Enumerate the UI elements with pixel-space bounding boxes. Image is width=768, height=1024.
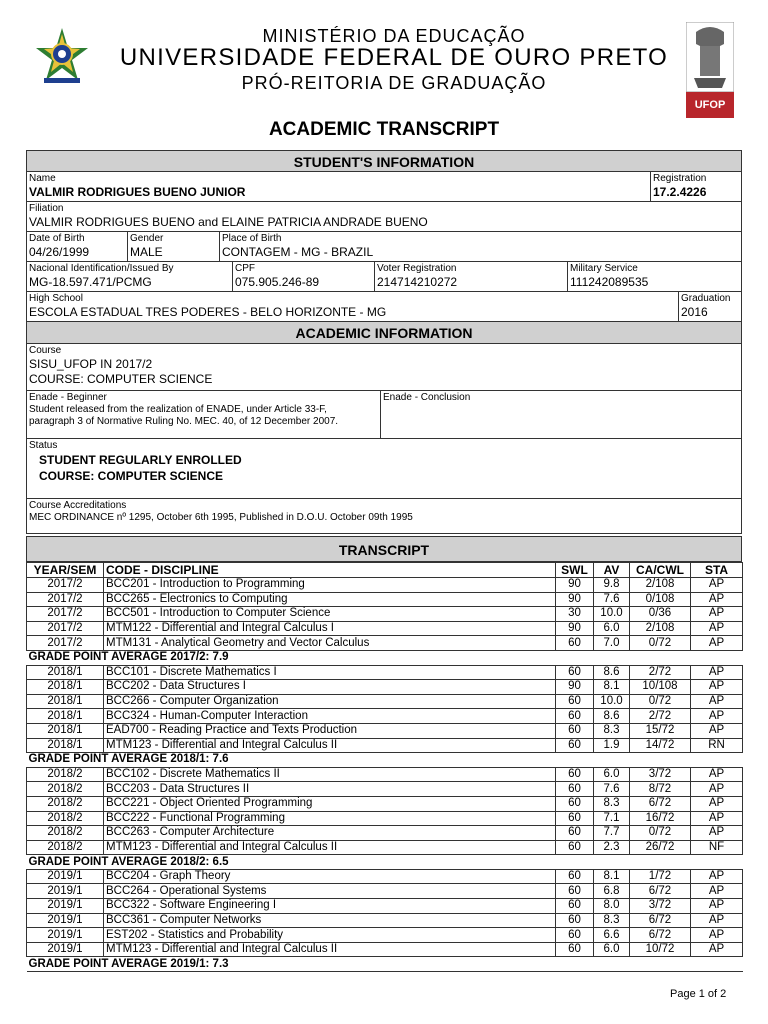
course-line-2: COURSE: COMPUTER SCIENCE: [29, 372, 213, 386]
cell-av: 8.6: [594, 709, 630, 724]
cell-av: 8.6: [594, 665, 630, 680]
cell-year-sem: 2018/2: [27, 782, 104, 797]
cell-sta: AP: [691, 884, 743, 899]
status-line-1: STUDENT REGULARLY ENROLLED: [39, 453, 242, 467]
cell-swl: 60: [556, 913, 594, 928]
pob-cell: [220, 232, 741, 261]
cell-ca-cwl: 26/72: [630, 840, 691, 855]
birth-row: [26, 232, 742, 262]
cell-ca-cwl: 8/72: [630, 782, 691, 797]
cell-code-discipline: EST202 - Statistics and Probability: [104, 928, 556, 943]
cell-code-discipline: BCC101 - Discrete Mathematics I: [104, 665, 556, 680]
cell-av: 10.0: [594, 694, 630, 709]
cell-ca-cwl: 6/72: [630, 884, 691, 899]
cell-swl: 60: [556, 899, 594, 914]
cell-ca-cwl: 2/108: [630, 578, 691, 593]
name-row: [26, 172, 742, 202]
cell-swl: 60: [556, 869, 594, 884]
cell-code-discipline: MTM123 - Differential and Integral Calculus II: [104, 942, 556, 957]
gpa-text: GRADE POINT AVERAGE 2017/2: 7.9: [27, 650, 743, 665]
filiation-row: [26, 202, 742, 232]
cell-code-discipline: BCC265 - Electronics to Computing: [104, 592, 556, 607]
voter-value: 214714210272: [377, 275, 458, 289]
col-ca-cwl: CA/CWL: [630, 563, 691, 578]
cell-code-discipline: BCC204 - Graph Theory: [104, 869, 556, 884]
cell-code-discipline: MTM122 - Differential and Integral Calculus I: [104, 621, 556, 636]
transcript-body: [27, 578, 743, 972]
cell-sta: AP: [691, 665, 743, 680]
high-school-value: ESCOLA ESTADUAL TRES PODERES - BELO HORIZONTE - MG: [29, 305, 387, 319]
table-row: [27, 709, 743, 724]
cell-year-sem: 2018/1: [27, 723, 104, 738]
gender-label: Gender: [130, 233, 164, 244]
cell-av: 8.1: [594, 680, 630, 695]
document-header: [0, 0, 768, 120]
cell-ca-cwl: 6/72: [630, 928, 691, 943]
cell-ca-cwl: 0/108: [630, 592, 691, 607]
cell-swl: 90: [556, 578, 594, 593]
cell-ca-cwl: 2/72: [630, 709, 691, 724]
cell-sta: AP: [691, 869, 743, 884]
table-row: [27, 840, 743, 855]
filiation-label: Filiation: [29, 203, 64, 214]
table-row: [27, 578, 743, 593]
cell-sta: AP: [691, 767, 743, 782]
cell-ca-cwl: 3/72: [630, 899, 691, 914]
cell-ca-cwl: 3/72: [630, 767, 691, 782]
cell-swl: 60: [556, 840, 594, 855]
cell-code-discipline: MTM123 - Differential and Integral Calculus II: [104, 738, 556, 753]
enade-beginner-line-2: paragraph 3 of Normative Ruling No. MEC. 40, of 12 December 2007.: [29, 416, 339, 427]
name-label: Name: [29, 173, 56, 184]
cell-av: 8.3: [594, 913, 630, 928]
gpa-row: [27, 650, 743, 665]
high-school-row: [26, 292, 742, 322]
cell-av: 9.8: [594, 578, 630, 593]
enade-row: [26, 391, 742, 439]
cell-code-discipline: EAD700 - Reading Practice and Texts Production: [104, 723, 556, 738]
table-row: [27, 665, 743, 680]
enade-beginner-cell: [27, 391, 381, 438]
cell-sta: AP: [691, 723, 743, 738]
voter-label: Voter Registration: [377, 263, 457, 274]
nid-cell: [27, 262, 233, 291]
table-row: [27, 782, 743, 797]
high-school-label: High School: [29, 293, 83, 304]
table-row: [27, 796, 743, 811]
gpa-row: [27, 753, 743, 768]
cell-av: 8.1: [594, 869, 630, 884]
ministry-title: MINISTÉRIO DA EDUCAÇÃO: [262, 26, 526, 46]
cell-ca-cwl: 2/72: [630, 665, 691, 680]
cell-swl: 60: [556, 665, 594, 680]
cell-swl: 60: [556, 709, 594, 724]
department-title: PRÓ-REITORIA DE GRADUAÇÃO: [241, 73, 547, 93]
enade-conclusion-cell: [381, 391, 741, 438]
cell-code-discipline: BCC201 - Introduction to Programming: [104, 578, 556, 593]
cell-av: 6.8: [594, 884, 630, 899]
cell-sta: AP: [691, 694, 743, 709]
cell-ca-cwl: 6/72: [630, 913, 691, 928]
cell-code-discipline: BCC266 - Computer Organization: [104, 694, 556, 709]
cell-swl: 90: [556, 621, 594, 636]
cell-year-sem: 2018/1: [27, 680, 104, 695]
cell-code-discipline: BCC322 - Software Engineering I: [104, 899, 556, 914]
cell-ca-cwl: 2/108: [630, 621, 691, 636]
cell-swl: 30: [556, 607, 594, 622]
cell-ca-cwl: 10/72: [630, 942, 691, 957]
military-cell: [568, 262, 741, 291]
accreditation-row: [26, 499, 742, 534]
cell-sta: AP: [691, 782, 743, 797]
gender-cell: [128, 232, 220, 261]
cell-av: 6.6: [594, 928, 630, 943]
cell-av: 7.6: [594, 782, 630, 797]
cell-swl: 60: [556, 826, 594, 841]
table-row: [27, 694, 743, 709]
cell-sta: NF: [691, 840, 743, 855]
cell-year-sem: 2018/2: [27, 840, 104, 855]
dob-label: Date of Birth: [29, 233, 85, 244]
cell-code-discipline: MTM123 - Differential and Integral Calculus II: [104, 840, 556, 855]
cell-year-sem: 2018/2: [27, 796, 104, 811]
cell-sta: AP: [691, 796, 743, 811]
cell-av: 6.0: [594, 942, 630, 957]
table-row: [27, 811, 743, 826]
cell-swl: 60: [556, 782, 594, 797]
pob-value: CONTAGEM - MG - BRAZIL: [222, 245, 374, 259]
cell-swl: 60: [556, 942, 594, 957]
cell-year-sem: 2018/1: [27, 738, 104, 753]
status-cell: [27, 439, 741, 498]
cpf-cell: [233, 262, 375, 291]
col-code-discipline: CODE - DISCIPLINE: [104, 563, 556, 578]
course-cell: [27, 344, 741, 390]
cell-ca-cwl: 1/72: [630, 869, 691, 884]
table-row: [27, 592, 743, 607]
cell-av: 6.0: [594, 767, 630, 782]
cell-av: 7.0: [594, 636, 630, 651]
table-row: [27, 884, 743, 899]
course-label: Course: [29, 345, 62, 356]
cell-av: 6.0: [594, 621, 630, 636]
nid-label: Nacional Identification/Issued By: [29, 263, 174, 274]
ufop-logo: [686, 22, 734, 118]
cell-av: 10.0: [594, 607, 630, 622]
transcript-header-row: [27, 563, 743, 578]
cell-sta: AP: [691, 709, 743, 724]
cpf-label: CPF: [235, 263, 255, 274]
registration-number: 17.2.4226: [653, 185, 707, 199]
cell-av: 8.0: [594, 899, 630, 914]
cell-sta: AP: [691, 928, 743, 943]
cell-swl: 60: [556, 738, 594, 753]
gpa-text: GRADE POINT AVERAGE 2018/1: 7.6: [27, 753, 743, 768]
table-row: [27, 738, 743, 753]
registration-cell: [651, 172, 741, 201]
cell-year-sem: 2017/2: [27, 578, 104, 593]
cell-sta: AP: [691, 826, 743, 841]
pob-label: Place of Birth: [222, 233, 282, 244]
table-row: [27, 942, 743, 957]
cell-year-sem: 2017/2: [27, 607, 104, 622]
table-row: [27, 899, 743, 914]
cell-av: 7.1: [594, 811, 630, 826]
accreditation-value: MEC ORDINANCE nº 1295, October 6th 1995, Published in D.O.U. October 09th 1995: [29, 512, 413, 523]
table-row: [27, 607, 743, 622]
cell-year-sem: 2019/1: [27, 884, 104, 899]
cell-ca-cwl: 16/72: [630, 811, 691, 826]
cell-swl: 60: [556, 694, 594, 709]
cell-code-discipline: BCC361 - Computer Networks: [104, 913, 556, 928]
col-av: AV: [594, 563, 630, 578]
cell-code-discipline: BCC202 - Data Structures I: [104, 680, 556, 695]
cell-ca-cwl: 10/108: [630, 680, 691, 695]
table-row: [27, 869, 743, 884]
course-row: [26, 344, 742, 391]
table-row: [27, 723, 743, 738]
graduation-cell: [679, 292, 741, 321]
transcript-table: [26, 562, 743, 972]
cell-code-discipline: BCC324 - Human-Computer Interaction: [104, 709, 556, 724]
academic-info-section-header: ACADEMIC INFORMATION: [26, 322, 742, 344]
gpa-text: GRADE POINT AVERAGE 2018/2: 6.5: [27, 855, 743, 870]
dob-value: 04/26/1999: [29, 245, 90, 259]
cell-sta: AP: [691, 942, 743, 957]
cell-ca-cwl: 0/72: [630, 826, 691, 841]
cell-year-sem: 2018/1: [27, 694, 104, 709]
graduation-value: 2016: [681, 305, 708, 319]
cell-code-discipline: BCC102 - Discrete Mathematics II: [104, 767, 556, 782]
cell-sta: RN: [691, 738, 743, 753]
military-value: 111242089535: [570, 275, 649, 289]
cell-av: 8.3: [594, 723, 630, 738]
cell-av: 8.3: [594, 796, 630, 811]
status-row: [26, 439, 742, 499]
cell-swl: 60: [556, 811, 594, 826]
cell-year-sem: 2019/1: [27, 869, 104, 884]
cell-ca-cwl: 6/72: [630, 796, 691, 811]
cell-ca-cwl: 14/72: [630, 738, 691, 753]
gender-value: MALE: [130, 245, 163, 259]
cell-ca-cwl: 0/72: [630, 636, 691, 651]
cpf-value: 075.905.246-89: [235, 275, 320, 289]
cell-av: 2.3: [594, 840, 630, 855]
cell-code-discipline: BCC222 - Functional Programming: [104, 811, 556, 826]
graduation-label: Graduation: [681, 293, 731, 304]
table-row: [27, 928, 743, 943]
col-sta: STA: [691, 563, 743, 578]
dob-cell: [27, 232, 128, 261]
gpa-row: [27, 957, 743, 972]
accreditation-label: Course Accreditations: [29, 500, 127, 511]
cell-sta: AP: [691, 592, 743, 607]
filiation-value: VALMIR RODRIGUES BUENO and ELAINE PATRICIA ANDRADE BUENO: [29, 215, 428, 229]
cell-year-sem: 2019/1: [27, 942, 104, 957]
cell-sta: AP: [691, 913, 743, 928]
high-school-cell: [27, 292, 679, 321]
cell-swl: 60: [556, 796, 594, 811]
cell-year-sem: 2017/2: [27, 621, 104, 636]
enade-beginner-line-1: Student released from the realization of ENADE, under Article 33-F,: [29, 404, 327, 415]
cell-code-discipline: BCC501 - Introduction to Computer Science: [104, 607, 556, 622]
student-name: VALMIR RODRIGUES BUENO JUNIOR: [29, 185, 246, 199]
col-swl: SWL: [556, 563, 594, 578]
cell-swl: 90: [556, 680, 594, 695]
table-row: [27, 636, 743, 651]
cell-year-sem: 2018/2: [27, 767, 104, 782]
documents-row: [26, 262, 742, 292]
cell-swl: 60: [556, 884, 594, 899]
table-row: [27, 767, 743, 782]
cell-year-sem: 2018/2: [27, 811, 104, 826]
cell-sta: AP: [691, 578, 743, 593]
gpa-text: GRADE POINT AVERAGE 2019/1: 7.3: [27, 957, 743, 972]
university-title: UNIVERSIDADE FEDERAL DE OURO PRETO: [119, 44, 669, 71]
cell-code-discipline: BCC263 - Computer Architecture: [104, 826, 556, 841]
table-row: [27, 621, 743, 636]
status-line-2: COURSE: COMPUTER SCIENCE: [39, 469, 224, 483]
cell-av: 7.7: [594, 826, 630, 841]
cell-code-discipline: BCC221 - Object Oriented Programming: [104, 796, 556, 811]
status-label: Status: [29, 440, 58, 451]
table-row: [27, 680, 743, 695]
cell-ca-cwl: 15/72: [630, 723, 691, 738]
cell-swl: 60: [556, 636, 594, 651]
cell-av: 7.6: [594, 592, 630, 607]
cell-code-discipline: BCC203 - Data Structures II: [104, 782, 556, 797]
cell-swl: 60: [556, 767, 594, 782]
transcript-section-header: TRANSCRIPT: [26, 536, 742, 562]
course-line-1: SISU_UFOP IN 2017/2: [29, 357, 153, 371]
cell-year-sem: 2018/1: [27, 665, 104, 680]
transcript-form: [26, 150, 742, 972]
cell-sta: AP: [691, 621, 743, 636]
cell-swl: 60: [556, 723, 594, 738]
cell-code-discipline: MTM131 - Analytical Geometry and Vector Calculus: [104, 636, 556, 651]
cell-year-sem: 2019/1: [27, 899, 104, 914]
cell-year-sem: 2019/1: [27, 913, 104, 928]
student-info-section-header: STUDENT'S INFORMATION: [26, 150, 742, 172]
cell-year-sem: 2018/1: [27, 709, 104, 724]
accreditation-cell: [27, 499, 741, 533]
cell-swl: 60: [556, 928, 594, 943]
enade-conclusion-label: Enade - Conclusion: [383, 392, 471, 403]
cell-ca-cwl: 0/72: [630, 694, 691, 709]
cell-sta: AP: [691, 899, 743, 914]
cell-year-sem: 2018/2: [27, 826, 104, 841]
cell-sta: AP: [691, 636, 743, 651]
gpa-row: [27, 855, 743, 870]
cell-year-sem: 2017/2: [27, 592, 104, 607]
voter-cell: [375, 262, 568, 291]
cell-av: 1.9: [594, 738, 630, 753]
cell-sta: AP: [691, 811, 743, 826]
table-row: [27, 913, 743, 928]
document-title: ACADEMIC TRANSCRIPT: [268, 119, 500, 140]
cell-code-discipline: BCC264 - Operational Systems: [104, 884, 556, 899]
military-label: Military Service: [570, 263, 638, 274]
page-number: Page 1 of 2: [670, 988, 727, 1000]
cell-swl: 90: [556, 592, 594, 607]
cell-year-sem: 2019/1: [27, 928, 104, 943]
name-cell: [27, 172, 651, 201]
cell-sta: AP: [691, 607, 743, 622]
cell-ca-cwl: 0/36: [630, 607, 691, 622]
ufop-emblem-icon: [686, 22, 734, 92]
col-year-sem: YEAR/SEM: [27, 563, 104, 578]
cell-year-sem: 2017/2: [27, 636, 104, 651]
cell-sta: AP: [691, 680, 743, 695]
filiation-cell: [27, 202, 741, 231]
ufop-logo-text: UFOP: [686, 92, 734, 118]
enade-beginner-label: Enade - Beginner: [29, 392, 107, 403]
nid-value: MG-18.597.471/PCMG: [29, 275, 152, 289]
registration-label: Registration: [653, 173, 707, 184]
table-row: [27, 826, 743, 841]
